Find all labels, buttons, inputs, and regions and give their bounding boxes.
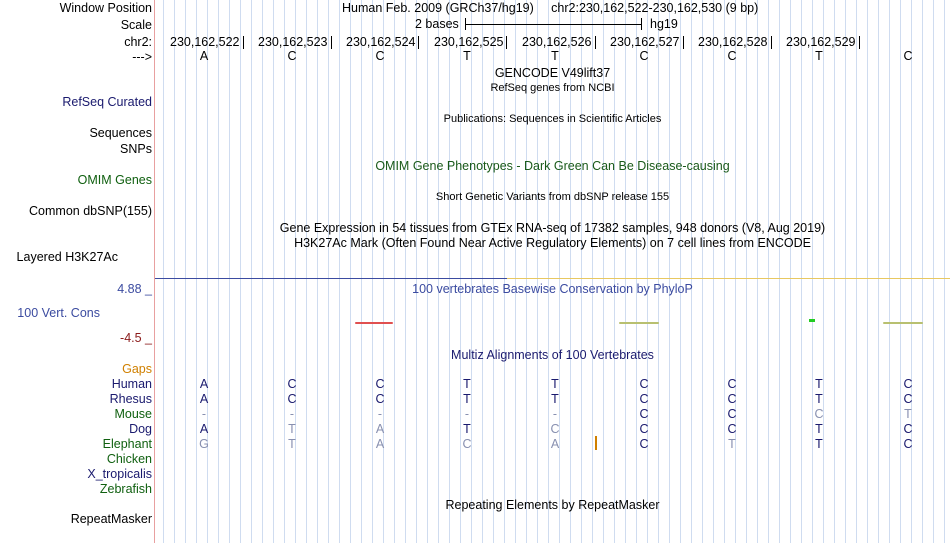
chrom-label[interactable]: chr2: [124,35,152,49]
alignment-base: C [727,377,737,391]
phylop-title[interactable]: 100 vertebrates Basewise Conservation by PhyloP [412,282,693,296]
track-data-area[interactable] [155,0,950,543]
omim-label[interactable]: OMIM Genes [77,173,152,187]
alignment-base: T [815,377,823,391]
scale-bar [465,24,641,25]
alignment-base: C [639,392,649,406]
phylop-positive-mark [809,319,815,322]
coordinate-tick [771,36,772,49]
alignment-base: C [727,392,737,406]
species-label-rhesus[interactable]: Rhesus [109,392,152,406]
assembly-name: Human Feb. 2009 (GRCh37/hg19) [342,1,534,15]
alignment-base: C [287,377,297,391]
alignment-base: C [639,422,649,436]
alignment-base: T [463,377,471,391]
gtex-title[interactable]: Gene Expression in 54 tissues from GTEx RNA-seq of 17382 samples, 948 donors (V8, Aug 2019) [279,221,826,235]
alignment-base: - [377,407,383,421]
coordinate-tick [595,36,596,49]
species-label-zebrafish[interactable]: Zebrafish [99,482,152,496]
phylop-mark-2 [883,322,923,324]
coordinate-tick [683,36,684,49]
coordinate-tick [506,36,507,49]
alignment-base: C [462,437,472,451]
dbsnp-label[interactable]: Common dbSNP(155) [29,204,152,218]
snps-label[interactable]: SNPs [120,142,152,156]
alignment-base: T [904,407,912,421]
species-label-human[interactable]: Human [111,377,152,391]
strand-base: T [463,49,471,63]
alignment-base: C [375,377,385,391]
h3k27ac-label[interactable]: Layered H3K27Ac [16,250,118,264]
multiz-title[interactable]: Multiz Alignments of 100 Vertebrates [451,348,654,362]
phylop-min-label: -4.5 _ [120,331,152,345]
coordinate-label: 230,162,523 [258,35,328,49]
position-range: chr2:230,162,522-230,162,530 (9 bp) [551,1,759,15]
strand-label[interactable]: ---> [132,50,152,64]
h3k27ac-signal-yellow [507,278,950,279]
alignment-base: C [814,407,824,421]
coordinate-tick [331,36,332,49]
alignment-base: C [375,392,385,406]
alignment-base: C [639,377,649,391]
alignment-base: C [550,422,560,436]
alignment-base: T [815,437,823,451]
alignment-base: - [464,407,470,421]
strand-base: C [375,49,385,63]
coordinate-tick [859,36,860,49]
repeatmasker-label[interactable]: RepeatMasker [70,512,152,526]
alignment-base: - [289,407,295,421]
coordinate-label: 230,162,526 [522,35,592,49]
gap-marker [595,436,597,450]
alignment-base: A [375,437,385,451]
scale-label[interactable]: Scale [120,18,152,32]
alignment-base: C [903,377,913,391]
scale-assembly: hg19 [650,17,678,31]
strand-base: A [199,49,209,63]
species-label-dog[interactable]: Dog [129,422,152,436]
alignment-base: A [199,392,209,406]
alignment-base: A [550,437,560,451]
alignment-base: C [639,437,649,451]
phylop-label[interactable]: 100 Vert. Cons [17,306,100,320]
alignment-base: T [463,392,471,406]
alignment-base: C [727,422,737,436]
alignment-base: T [288,437,296,451]
coordinate-label: 230,162,527 [610,35,680,49]
alignment-base: C [727,407,737,421]
strand-base: C [727,49,737,63]
scale-text: 2 bases [415,17,459,31]
strand-base: T [551,49,559,63]
coordinate-tick [243,36,244,49]
alignment-base: C [639,407,649,421]
phylop-max-label: 4.88 _ [117,282,152,296]
alignment-base: T [728,437,736,451]
alignment-base: C [903,392,913,406]
coordinate-label: 230,162,524 [346,35,416,49]
alignment-base: T [815,422,823,436]
track-label-panel [0,0,154,543]
alignment-base: T [288,422,296,436]
window-position-value [342,1,758,16]
h3k27ac-title[interactable]: H3K27Ac Mark (Often Found Near Active Regulatory Elements) on 7 cell lines from ENCODE [294,236,811,250]
window-position-label[interactable]: Window Position [59,1,152,15]
alignment-base: T [551,377,559,391]
gencode-subtitle[interactable]: RefSeq genes from NCBI [490,82,615,94]
species-label-x-tropicalis[interactable]: X_tropicalis [87,467,152,481]
alignment-base: T [815,392,823,406]
alignment-base: A [375,422,385,436]
repeatmasker-title[interactable]: Repeating Elements by RepeatMasker [445,498,660,512]
dbsnp-title[interactable]: Short Genetic Variants from dbSNP release 155 [435,191,670,203]
strand-base: C [639,49,649,63]
strand-base: T [815,49,823,63]
alignment-base: - [552,407,558,421]
refseq-label[interactable]: RefSeq Curated [62,95,152,109]
alignment-base: C [287,392,297,406]
sequences-label[interactable]: Sequences [89,126,152,140]
strand-base: C [287,49,297,63]
species-label-mouse[interactable]: Mouse [114,407,152,421]
gencode-title[interactable]: GENCODE V49lift37 [494,66,611,80]
alignment-base: C [903,422,913,436]
alignment-base: - [201,407,207,421]
alignment-base: A [199,422,209,436]
alignment-base: T [463,422,471,436]
coordinate-label: 230,162,522 [170,35,240,49]
publications-title[interactable]: Publications: Sequences in Scientific Articles [443,113,662,125]
species-label-chicken[interactable]: Chicken [106,452,152,466]
gaps-label[interactable]: Gaps [122,362,152,376]
species-label-elephant[interactable]: Elephant [102,437,152,451]
alignment-base: T [551,392,559,406]
omim-title[interactable]: OMIM Gene Phenotypes - Dark Green Can Be Disease-causing [375,159,730,173]
alignment-base: G [199,437,209,451]
phylop-negative-mark [355,322,393,324]
alignment-base: C [903,437,913,451]
coordinate-label: 230,162,525 [434,35,504,49]
strand-base: C [903,49,913,63]
phylop-mark-1 [619,322,659,324]
scale-bar-end [641,18,642,30]
coordinate-label: 230,162,528 [698,35,768,49]
coordinate-label: 230,162,529 [786,35,856,49]
h3k27ac-signal-blue [155,278,507,279]
coordinate-tick [418,36,419,49]
alignment-base: A [199,377,209,391]
